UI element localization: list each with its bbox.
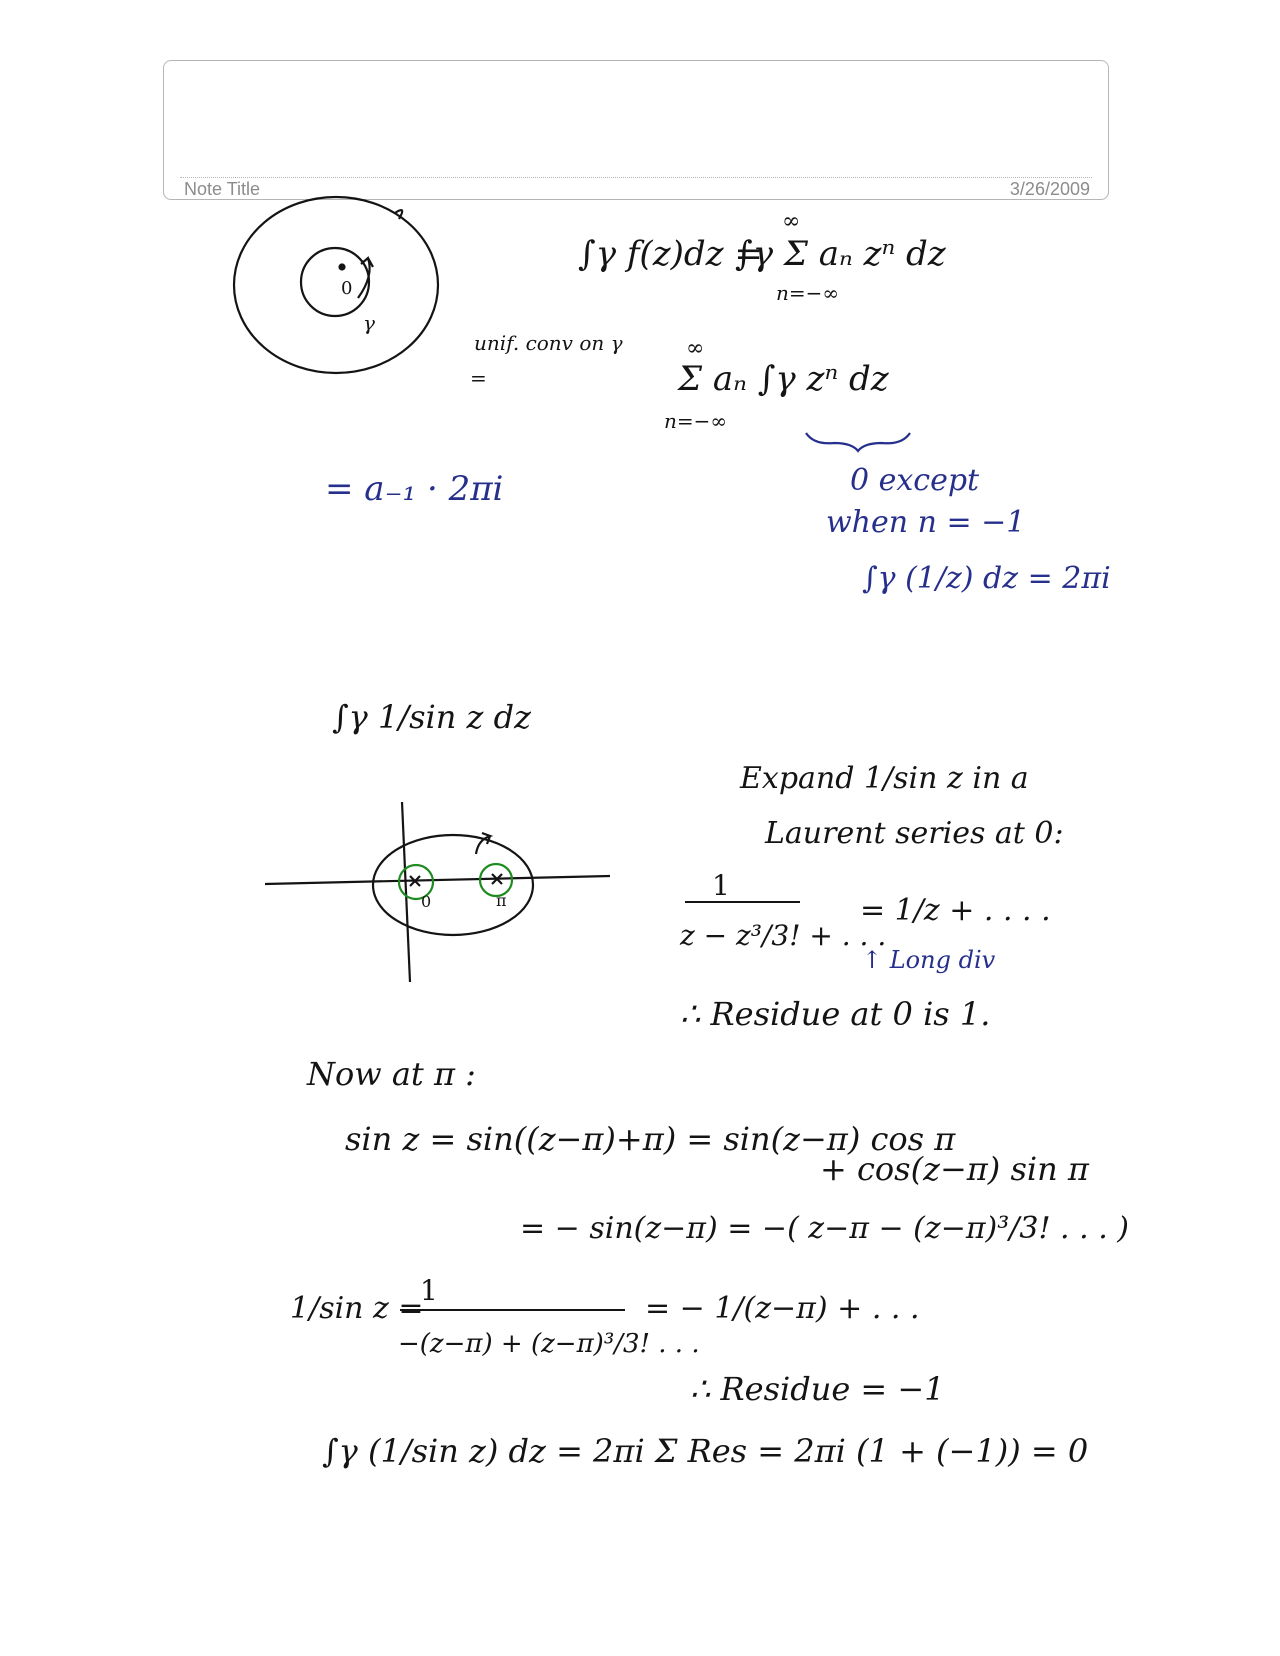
contour-label: γ [363,311,375,335]
contour-ellipse [373,835,533,935]
brace-note-line2: when n = −1 [826,505,1026,540]
note-title[interactable]: Note Title [184,179,261,199]
orientation-arrow-icon [358,258,373,298]
recip-denominator: −(z−π) + (z−π)³/3! . . . [398,1329,700,1359]
sin-line3: = − sin(z−π) = −( z−π − (z−π)³/3! . . . ) [520,1211,1129,1246]
eq1-lhs: ∫γ f(z)dz = [578,234,763,274]
note-date: 3/26/2009 [1009,179,1090,199]
real-axis [265,876,610,884]
inner-circle [301,248,369,316]
brace-note-line1: 0 except [850,463,980,498]
sin-line2: + cos(z−π) sin π [820,1150,1089,1188]
eq2-body: Σ aₙ ∫γ zⁿ dz [678,359,889,399]
contour-arrow-icon [476,833,490,854]
recip-lhs: 1/sin z = [290,1291,424,1326]
residue-pi: ∴ Residue = −1 [690,1370,945,1408]
annulus-diagram [234,197,438,373]
eq3: = a₋₁ · 2πi [325,469,504,509]
recip-rhs: = − 1/(z−π) + . . . [645,1291,920,1326]
eq1-sum-bottom: n=−∞ [776,281,840,305]
laurent-numerator: 1 [712,869,730,902]
integral-sinz: ∫γ 1/sin z dz [332,698,531,736]
underbrace [806,433,910,451]
recip-numerator: 1 [420,1274,438,1307]
laurent-result: = 1/z + . . . . [860,893,1051,928]
expand-line2: Laurent series at 0: [765,816,1064,851]
origin-label: 0 [341,278,353,299]
eq2-sum-top: ∞ [686,336,705,361]
pole-zero-label: 0 [421,892,432,911]
outer-circle [234,197,438,373]
eq2-sum-bottom: n=−∞ [664,409,728,433]
eq1-rhs: ∫γ Σ aₙ zⁿ dz [735,234,946,274]
final-result: ∫γ (1/sin z) dz = 2πi Σ Res = 2πi (1 + (−1)) = 0 [322,1432,1089,1470]
origin-dot [340,265,345,270]
long-div-note: ↑ Long div [862,946,996,974]
laurent-denominator: z − z³/3! + . . . [680,919,887,952]
now-at-pi: Now at π : [307,1055,476,1093]
equals-sign: = [470,366,487,390]
unif-conv-note: unif. conv on γ [474,331,623,355]
expand-line1: Expand 1/sin z in a [740,761,1029,796]
residue-zero: ∴ Residue at 0 is 1. [680,995,991,1033]
pole-pi-label: π [496,891,507,910]
sin-line1: sin z = sin((z−π)+π) = sin(z−π) cos π [345,1120,956,1158]
poles-diagram [265,802,610,982]
eq1-sum-top: ∞ [782,209,801,234]
brace-note-line3: ∫γ (1/z) dz = 2πi [862,561,1111,596]
